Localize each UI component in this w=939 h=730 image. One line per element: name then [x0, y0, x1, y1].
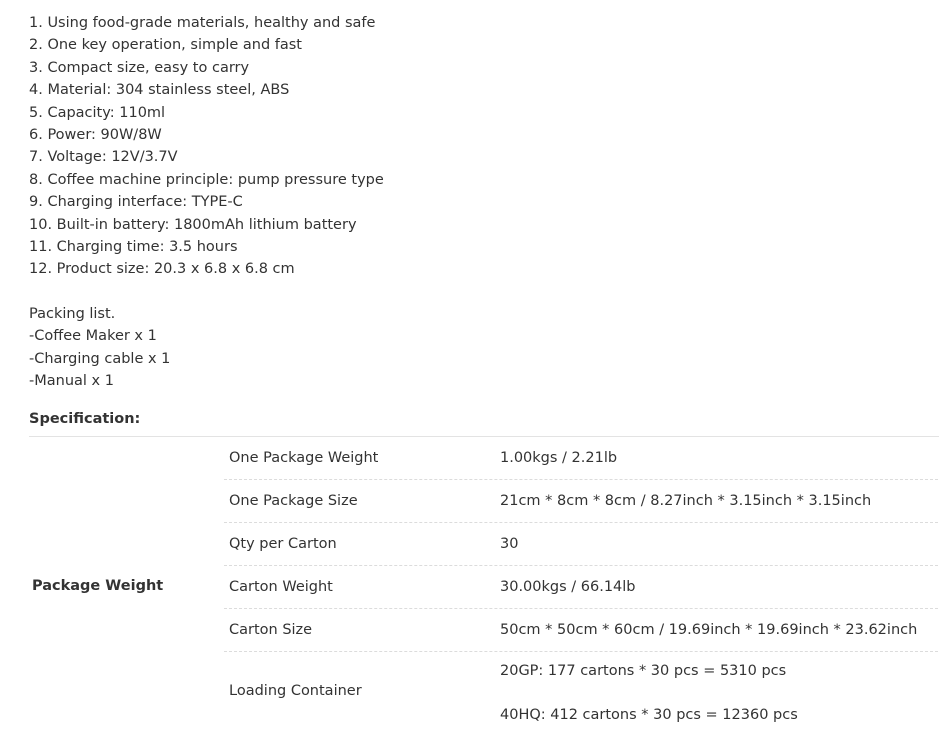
- feature-item: 4. Material: 304 stainless steel, ABS: [29, 82, 290, 99]
- spec-row: [224, 437, 938, 480]
- spec-row-value: 21cm * 8cm * 8cm / 8.27inch * 3.15inch * 3.15inch: [500, 493, 872, 509]
- packing-list-item: -Manual x 1: [29, 373, 114, 390]
- spec-row: [224, 652, 938, 730]
- packing-list-title: Packing list.: [29, 306, 116, 322]
- spec-rows: [224, 437, 938, 730]
- spec-row-value: 1.00kgs / 2.21lb: [500, 450, 618, 466]
- feature-item: 2. One key operation, simple and fast: [29, 37, 302, 54]
- feature-item: 12. Product size: 20.3 x 6.8 x 6.8 cm: [29, 261, 295, 278]
- specification-table: [29, 436, 939, 723]
- spec-row-label: Carton Size: [229, 622, 313, 638]
- feature-item: 7. Voltage: 12V/3.7V: [29, 149, 178, 166]
- spec-row: [224, 523, 938, 566]
- container-line: 40HQ: 412 cartons * 30 pcs = 12360 pcs: [500, 707, 798, 723]
- feature-item: 3. Compact size, easy to carry: [29, 59, 250, 76]
- spec-row: [224, 566, 938, 609]
- spec-row-value: 30: [500, 536, 519, 552]
- spec-row-label: One Package Weight: [229, 450, 379, 466]
- spec-row-value: [500, 652, 798, 730]
- spec-row-value: 50cm * 50cm * 60cm / 19.69inch * 19.69inch * 23.62inch: [500, 622, 918, 638]
- feature-item: 9. Charging interface: TYPE-C: [29, 194, 243, 211]
- spec-row: [224, 480, 938, 523]
- container-line: 20GP: 177 cartons * 30 pcs = 5310 pcs: [500, 663, 787, 679]
- feature-item: 8. Coffee machine principle: pump pressure type: [29, 171, 384, 188]
- feature-item: 11. Charging time: 3.5 hours: [29, 239, 238, 256]
- spec-row-label: Qty per Carton: [229, 536, 337, 552]
- spec-row-label: One Package Size: [229, 493, 358, 509]
- packing-list-item: -Coffee Maker x 1: [29, 328, 157, 345]
- specification-title: Specification:: [29, 411, 141, 427]
- spec-row-label: Carton Weight: [229, 579, 333, 595]
- packing-list: [29, 303, 170, 393]
- feature-item: 6. Power: 90W/8W: [29, 127, 162, 144]
- spec-row-label: Loading Container: [229, 683, 362, 699]
- feature-list: [29, 12, 384, 281]
- spec-group-label: Package Weight: [32, 578, 164, 594]
- packing-list-item: -Charging cable x 1: [29, 350, 171, 367]
- spec-row: [224, 609, 938, 652]
- feature-item: 10. Built-in battery: 1800mAh lithium battery: [29, 216, 357, 233]
- spec-row-value: 30.00kgs / 66.14lb: [500, 579, 636, 595]
- feature-item: 1. Using food-grade materials, healthy and safe: [29, 15, 376, 31]
- feature-item: 5. Capacity: 110ml: [29, 104, 166, 121]
